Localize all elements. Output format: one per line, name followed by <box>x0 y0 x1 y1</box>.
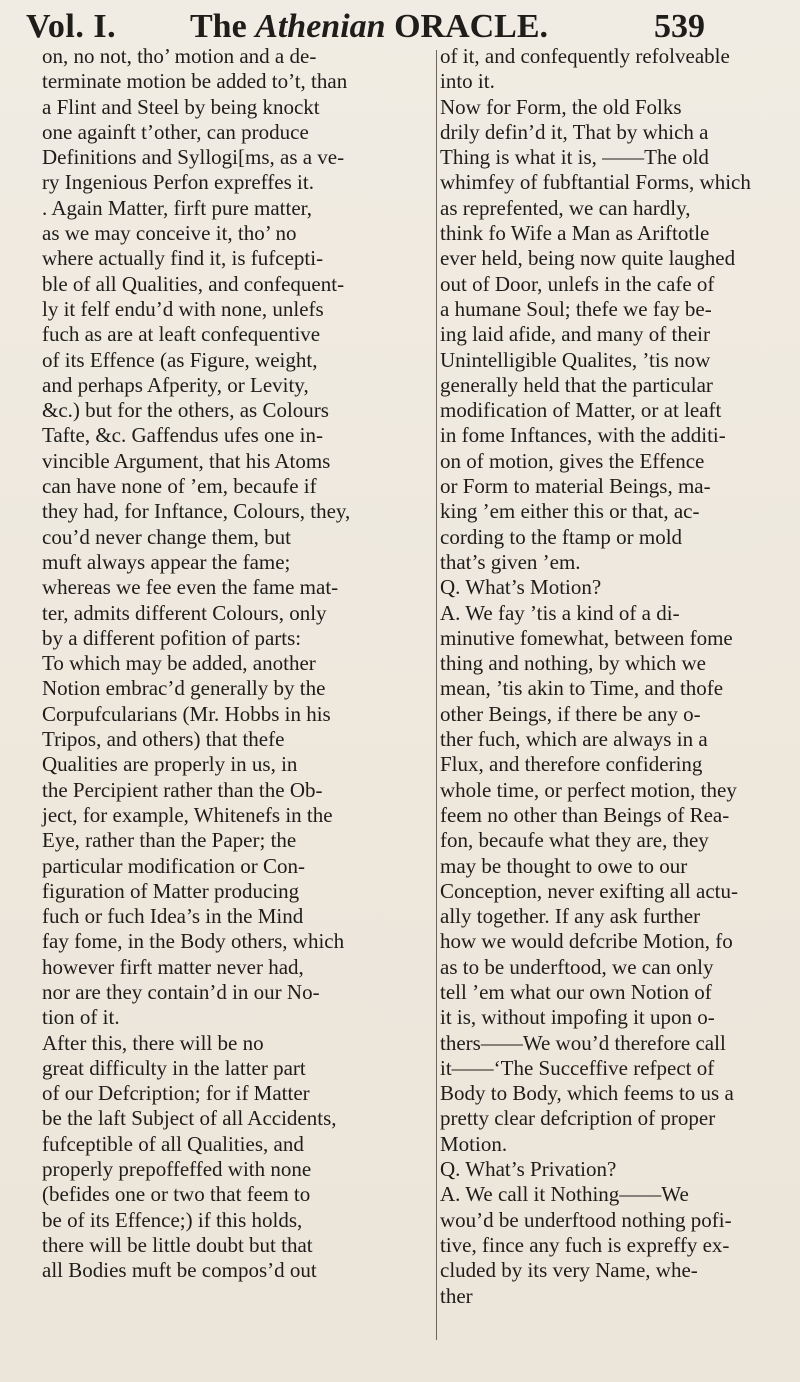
text-line: into it. <box>440 69 495 94</box>
text-line: fay fome, in the Body others, which <box>42 929 345 954</box>
text-line: out of Door, unlefs in the cafe of <box>440 271 715 296</box>
text-line: of it, and confequently refolveable <box>440 44 730 68</box>
text-line: can have none of ’em, becaufe if <box>42 474 317 499</box>
text-line: ter, admits different Colours, only <box>42 600 327 625</box>
text-line: generally held that the particular <box>440 372 713 397</box>
text-line: as to be underftood, we can only <box>440 954 714 979</box>
page-number: 539 <box>654 8 705 45</box>
text-line: . Again Matter, firft pure matter, <box>42 195 313 220</box>
text-line: ry Ingenious Perfon expreffes it. <box>42 170 314 195</box>
text-line: that’s given ’em. <box>440 549 581 574</box>
text-line: properly prepoffeffed with none <box>42 1157 312 1182</box>
text-line: Corpufcularians (Mr. Hobbs in his <box>42 701 331 726</box>
volume-label: Vol. I. <box>26 8 117 45</box>
text-line: cluded by its very Name, whe- <box>440 1258 698 1283</box>
text-line: be the laft Subject of all Accidents, <box>42 1106 337 1131</box>
text-line: &c.) but for the others, as Colours <box>42 398 329 423</box>
text-line: they had, for Inftance, Colours, they, <box>42 499 351 524</box>
text-line: vincible Argument, that his Atoms <box>42 448 331 473</box>
text-line: Definitions and Syllogi[ms, as a ve- <box>42 145 345 170</box>
text-line: one againft t’other, can produce <box>42 119 309 144</box>
text-line: ever held, being now quite laughed <box>440 246 736 271</box>
text-line: Motion. <box>440 1131 508 1156</box>
text-line: there will be little doubt but that <box>42 1232 313 1257</box>
text-line: Flux, and therefore confidering <box>440 752 703 777</box>
text-line: pretty clear defcription of proper <box>440 1106 716 1131</box>
text-line: may be thought to owe to our <box>440 853 688 878</box>
text-line: ly it felf endu’d with none, unlefs <box>42 296 324 321</box>
text-line: Now for Form, the old Folks <box>440 94 682 119</box>
text-line: think fo Wife a Man as Ariftotle <box>440 221 710 246</box>
text-line: fuch as are at leaft confequentive <box>42 322 321 347</box>
text-line: on of motion, gives the Effence <box>440 448 705 473</box>
text-line: where actually find it, is fufcepti- <box>42 246 324 271</box>
text-line: it is, without impofing it upon o- <box>440 1005 715 1030</box>
text-line: of our Defcription; for if Matter <box>42 1081 310 1106</box>
text-line: Tripos, and others) that thefe <box>42 727 285 752</box>
text-line: tive, fince any fuch is expreffy ex- <box>440 1232 730 1257</box>
text-line: A. We call it Nothing——We <box>440 1182 689 1207</box>
text-line: other Beings, if there be any o- <box>440 701 701 726</box>
text-line: tion of it. <box>42 1005 120 1030</box>
text-line: whole time, or perfect motion, they <box>440 777 737 802</box>
text-line: Qualities are properly in us, in <box>42 752 298 777</box>
text-line: nor are they contain’d in our No- <box>42 979 320 1004</box>
text-line: great difficulty in the latter part <box>42 1055 306 1080</box>
text-line: thing and nothing, by which we <box>440 651 706 676</box>
text-line: a Flint and Steel by being knockt <box>42 94 320 119</box>
text-line: king ’em either this or that, ac- <box>440 499 700 524</box>
text-line: however firft matter never had, <box>42 954 304 979</box>
title-suffix: ORACLE. <box>385 8 549 45</box>
text-line: how we would defcribe Motion, fo <box>440 929 733 954</box>
text-line: cording to the ftamp or mold <box>440 524 683 549</box>
text-line: muft always appear the fame; <box>42 549 291 574</box>
text-line: whimfey of fubftantial Forms, which <box>440 170 751 195</box>
text-line: as reprefented, we can hardly, <box>440 195 691 220</box>
text-line: ally together. If any ask further <box>440 904 701 929</box>
text-line: a humane Soul; thefe we fay be- <box>440 296 712 321</box>
text-line: all Bodies muft be compos’d out <box>42 1258 317 1283</box>
running-title <box>190 8 548 46</box>
text-line: on, no not, tho’ motion and a de- <box>42 44 317 68</box>
text-line: To which may be added, another <box>42 651 316 676</box>
text-line: cou’d never change them, but <box>42 524 291 549</box>
text-line: mean, ’tis akin to Time, and thofe <box>440 676 724 701</box>
text-line: drily defin’d it, That by which a <box>440 119 709 144</box>
text-line: be of its Effence;) if this holds, <box>42 1207 303 1232</box>
title-prefix: The <box>190 8 256 45</box>
text-line: Body to Body, which feems to us a <box>440 1081 734 1106</box>
text-line: as we may conceive it, tho’ no <box>42 221 297 246</box>
text-line: fuch or fuch Idea’s in the Mind <box>42 904 304 929</box>
column-divider <box>436 50 437 1340</box>
text-line: figuration of Matter producing <box>42 878 300 903</box>
text-line: terminate motion be added to’t, than <box>42 69 348 94</box>
text-line: feem no other than Beings of Rea- <box>440 802 730 827</box>
text-line: and perhaps Afperity, or Levity, <box>42 372 309 397</box>
text-line: Q. What’s Privation? <box>440 1157 617 1182</box>
text-line: or Form to material Beings, ma- <box>440 474 711 499</box>
text-line: Unintelligible Qualites, ’tis now <box>440 347 711 372</box>
text-line: Eye, rather than the Paper; the <box>42 828 297 853</box>
text-line: fon, becaufe what they are, they <box>440 828 709 853</box>
text-line: it——‘The Succeffive refpect of <box>440 1055 715 1080</box>
text-line: ject, for example, Whitenefs in the <box>42 802 333 827</box>
text-line: Notion embrac’d generally by the <box>42 676 326 701</box>
title-italic: Athenian <box>255 8 386 45</box>
text-line: After this, there will be no <box>42 1030 264 1055</box>
text-line: ble of all Qualities, and confequent- <box>42 271 345 296</box>
text-line: (befides one or two that feem to <box>42 1182 311 1207</box>
text-line: particular modification or Con- <box>42 853 306 878</box>
running-header <box>26 6 756 46</box>
text-line: the Percipient rather than the Ob- <box>42 777 323 802</box>
text-line: wou’d be underftood nothing pofi- <box>440 1207 732 1232</box>
text-line: Conception, never exifting all actu- <box>440 878 738 903</box>
text-line: ing laid afide, and many of their <box>440 322 710 347</box>
text-line: by a different pofition of parts: <box>42 625 302 650</box>
text-line: Thing is what it is, ——The old <box>440 145 709 170</box>
text-line: whereas we fee even the fame mat- <box>42 575 339 600</box>
left-column <box>42 44 432 1284</box>
text-line: ther fuch, which are always in a <box>440 727 708 752</box>
text-line: minutive fomewhat, between fome <box>440 625 733 650</box>
right-column <box>440 44 790 1309</box>
text-line: tell ’em what our own Notion of <box>440 979 712 1004</box>
text-line: in fome Inftances, with the additi- <box>440 423 726 448</box>
text-line: fufceptible of all Qualities, and <box>42 1131 304 1156</box>
text-line: of its Effence (as Figure, weight, <box>42 347 318 372</box>
text-line: ther <box>440 1283 473 1308</box>
text-line: modification of Matter, or at leaft <box>440 398 722 423</box>
text-line: Tafte, &c. Gaffendus ufes one in- <box>42 423 323 448</box>
text-line: thers——We wou’d therefore call <box>440 1030 726 1055</box>
text-line: A. We fay ’tis a kind of a di- <box>440 600 680 625</box>
text-line: Q. What’s Motion? <box>440 575 602 600</box>
